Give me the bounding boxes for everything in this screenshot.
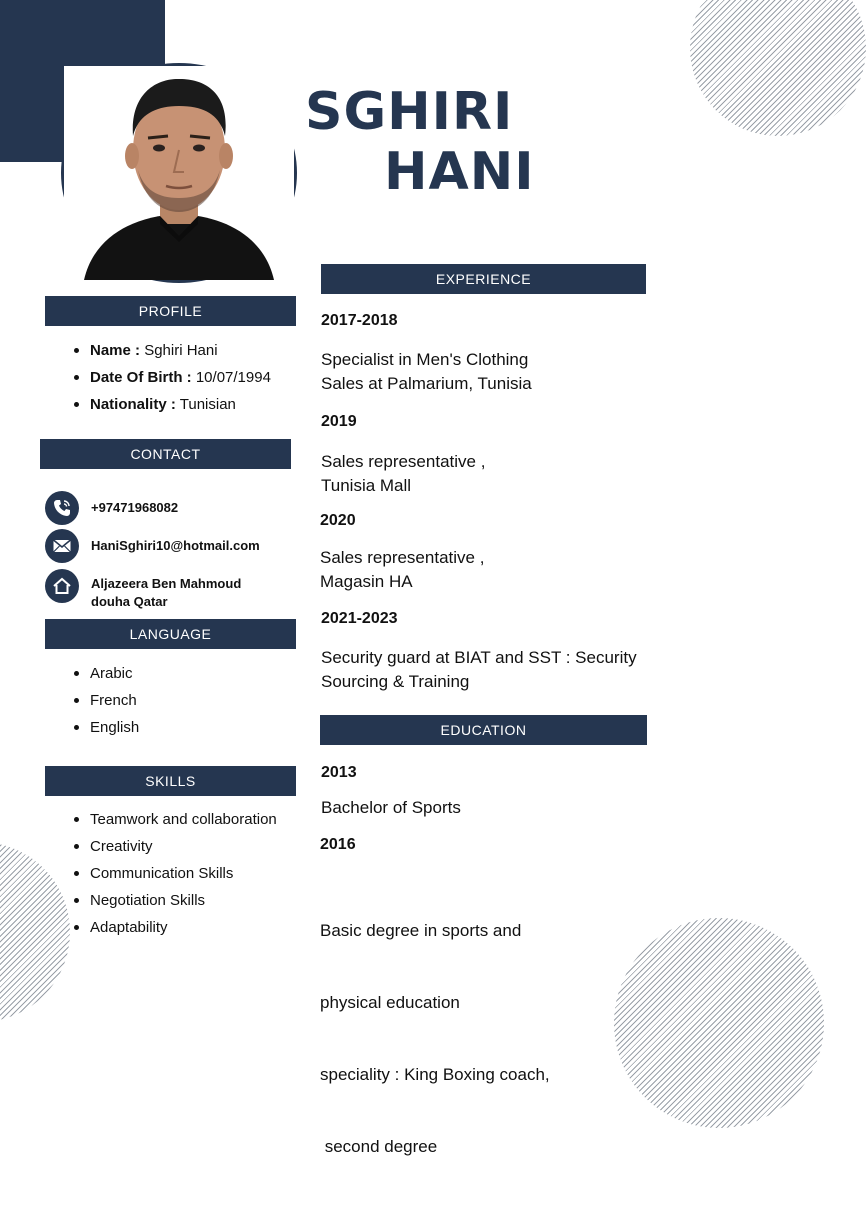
profile-heading: PROFILE: [45, 296, 296, 326]
education-description: Bachelor of Sports: [321, 798, 461, 817]
list-item: Nationality : Tunisian: [72, 391, 271, 418]
experience-description: Specialist in Men's Clothing Sales at Palmarium, Tunisia: [321, 350, 532, 393]
experience-year: 2021-2023: [321, 610, 398, 627]
language-heading: LANGUAGE: [45, 619, 296, 649]
education-year: 2013: [321, 764, 357, 781]
hatched-circle-decoration: [0, 842, 70, 1022]
home-icon: [45, 569, 79, 603]
skills-list: [72, 806, 277, 941]
experience-heading: EXPERIENCE: [321, 264, 646, 294]
list-item: Negotiation Skills: [72, 887, 277, 914]
list-item: Date Of Birth : 10/07/1994: [72, 364, 271, 391]
hatched-circle-decoration: [690, 0, 866, 136]
name-last: HANI: [384, 142, 535, 202]
experience-description: Sales representative , Magasin HA: [320, 548, 485, 591]
envelope-icon: [45, 529, 79, 563]
list-item: Creativity: [72, 833, 277, 860]
list-item: Communication Skills: [72, 860, 277, 887]
list-item: French: [72, 687, 139, 714]
experience-description: Sales representative , Tunisia Mall: [321, 452, 486, 495]
profile-list: [72, 337, 271, 418]
address: [91, 575, 241, 611]
list-item: English: [72, 714, 139, 741]
address-line-2: douha Qatar: [91, 594, 168, 609]
profile-photo: [61, 63, 297, 283]
list-item: Arabic: [72, 660, 139, 687]
name-first: SGHIRI: [305, 82, 514, 142]
list-item: Teamwork and collaboration: [72, 806, 277, 833]
list-item: Name : Sghiri Hani: [72, 337, 271, 364]
hatched-circle-decoration: [614, 918, 824, 1128]
skills-heading: SKILLS: [45, 766, 296, 796]
education-description: Basic degree in sports and physical education speciality : King Boxing coach, second degree: [320, 921, 550, 1156]
address-line-1: Aljazeera Ben Mahmoud: [91, 576, 242, 591]
language-list: [72, 660, 139, 741]
contact-email: [45, 529, 260, 563]
experience-year: 2020: [320, 512, 356, 529]
experience-year: 2017-2018: [321, 312, 398, 329]
email-address: HaniSghiri10@hotmail.com: [91, 538, 260, 553]
education-year: 2016: [320, 836, 356, 853]
contact-address: [45, 569, 241, 611]
list-item: Adaptability: [72, 914, 277, 941]
phone-number: +97471968082: [91, 500, 179, 515]
experience-description: Security guard at BIAT and SST : Security Sourcing & Training: [321, 648, 637, 691]
contact-heading: CONTACT: [40, 439, 291, 469]
experience-year: 2019: [321, 413, 357, 430]
education-heading: EDUCATION: [320, 715, 647, 745]
phone-icon: [45, 491, 79, 525]
contact-phone: [45, 491, 178, 525]
